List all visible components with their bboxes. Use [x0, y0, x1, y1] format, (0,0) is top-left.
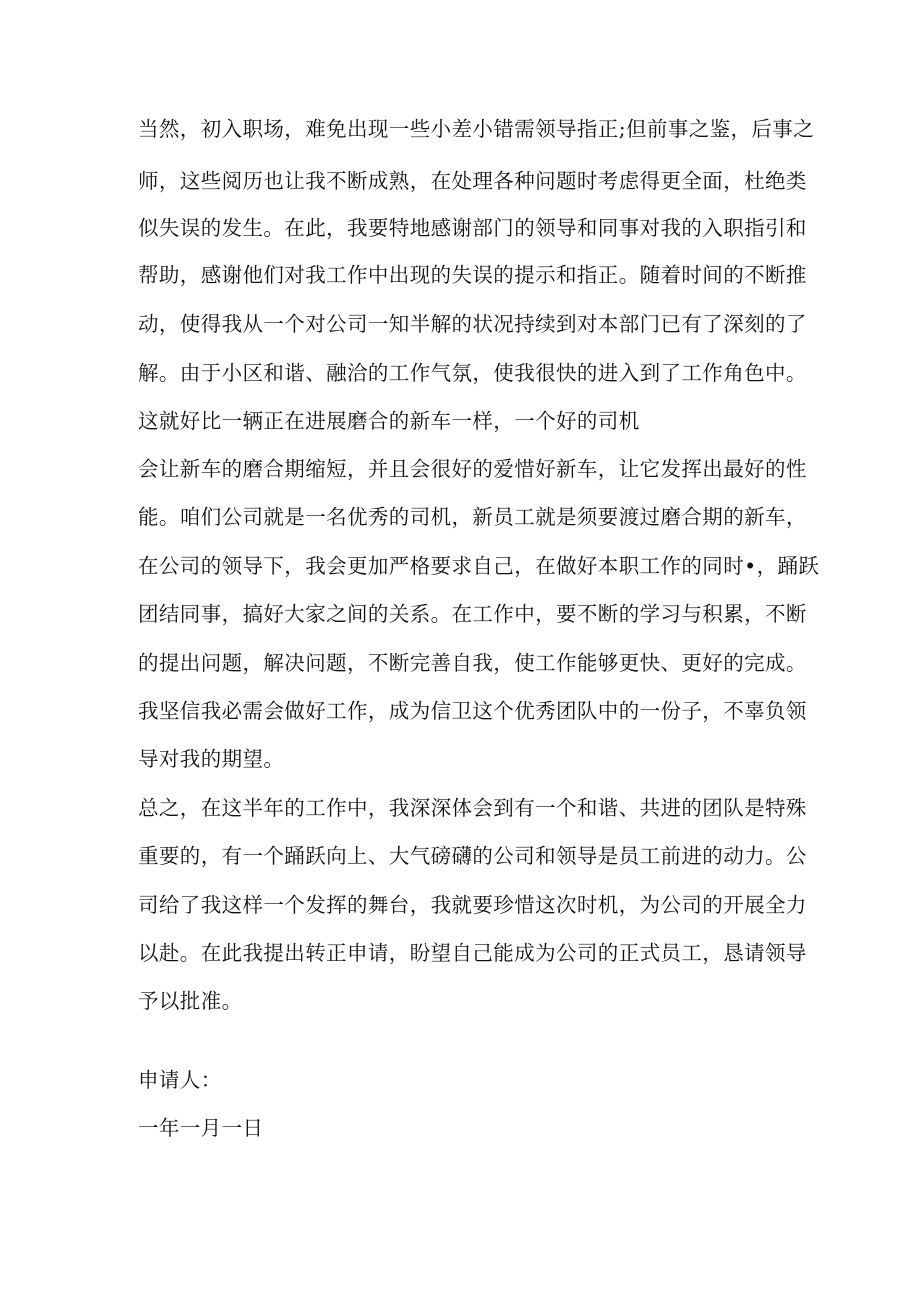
body-line-15: 总之，在这半年的工作中，我深深体会到有一个和谐、共进的团队是特殊	[138, 796, 807, 820]
body-line-10: 在公司的领导下，我会更加严格要求自己，在做好本职工作的同时•，踊跃	[138, 554, 820, 578]
body-line-9: 能。咱们公司就是一名优秀的司机，新员工就是须要渡过磨合期的新车，	[138, 505, 807, 529]
body-line-2: 师，这些阅历也让我不断成熟，在处理各种问题时考虑得更全面，杜绝类	[138, 169, 807, 193]
body-line-3: 似失误的发生。在此，我要特地感谢部门的领导和同事对我的入职指引和	[138, 216, 807, 240]
date-line: 一年一月一日	[138, 1116, 264, 1140]
body-line-12: 的提出问题，解决问题，不断完善自我，使工作能够更快、更好的完成。	[138, 651, 807, 675]
body-line-4: 帮助，感谢他们对我工作中出现的失误的提示和指正。随着时间的不断推	[138, 263, 807, 287]
body-line-11: 团结同事，搞好大家之间的关系。在工作中，要不断的学习与积累，不断	[138, 602, 807, 626]
body-line-5: 动，使得我从一个对公司一知半解的状况持续到对本部门已有了深刻的了	[138, 312, 807, 336]
body-line-17: 司给了我这样一个发挥的舞台，我就要珍惜这次时机，为公司的开展全力	[138, 893, 807, 917]
body-line-1: 当然，初入职场，难免出现一些小差小错需领导指正;但前事之鉴，后事之	[138, 117, 815, 141]
body-line-7: 这就好比一辆正在进展磨合的新车一样，一个好的司机	[138, 409, 640, 433]
body-line-13: 我坚信我必需会做好工作，成为信卫这个优秀团队中的一份子，不辜负领	[138, 699, 807, 723]
body-line-8: 会让新车的磨合期缩短，并且会很好的爱惜好新车，让它发挥出最好的性	[138, 457, 807, 481]
signature-label: 申请人：	[138, 1068, 222, 1092]
body-line-6: 解。由于小区和谐、融洽的工作气氛，使我很快的进入到了工作角色中。	[138, 361, 807, 385]
body-line-18: 以赴。在此我提出转正申请，盼望自己能成为公司的正式员工，恳请领导	[138, 941, 807, 965]
body-line-16: 重要的，有一个踊跃向上、大气磅礴的公司和领导是员工前进的动力。公	[138, 844, 807, 868]
body-line-14: 导对我的期望。	[138, 747, 285, 771]
body-line-19: 予以批准。	[138, 989, 243, 1013]
